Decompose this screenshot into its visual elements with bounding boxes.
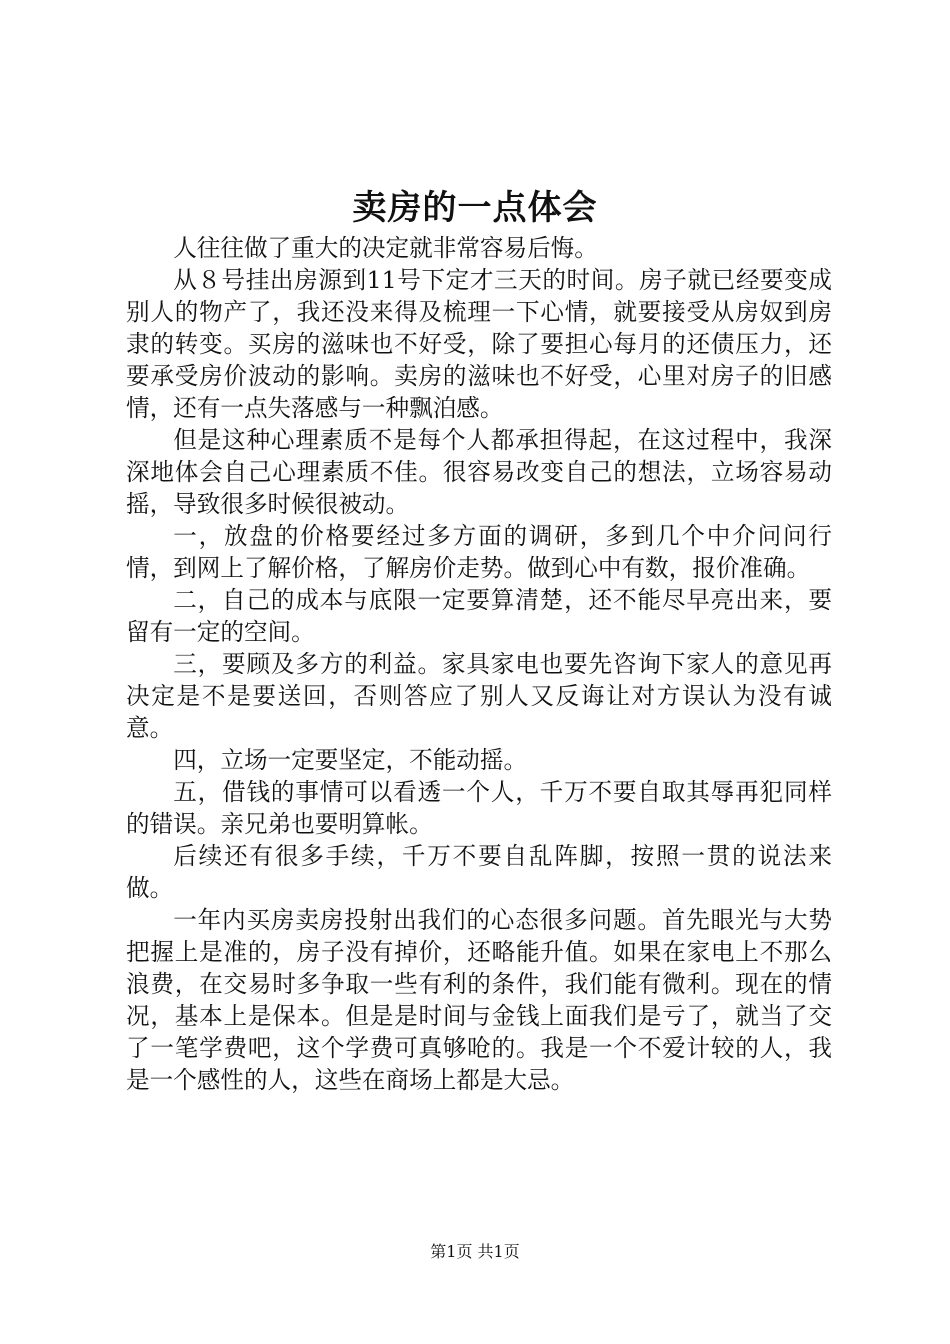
paragraph-6: 三，要顾及多方的利益。家具家电也要先咨询下家人的意见再决定是不是要送回，否则答应了别人又反诲让对方误认为没有诚意。: [126, 650, 832, 742]
page-footer: 第1页 共1页: [430, 1242, 520, 1261]
paragraph-2: 从８号挂出房源到11号下定才三天的时间。房子就已经要变成别人的物产了，我还没来得及梳理一下心情，就要接受从房奴到房隶的转变。买房的滋味也不好受，除了要担心每月的还债压力，还要承受房价波动的影响。卖房的滋味也不好受，心里对房子的旧感情，还有一点失落感与一种飘泊感。: [126, 266, 832, 422]
paragraph-8: 五，借钱的事情可以看透一个人，千万不要自取其辱再犯同样的错误。亲兄弟也要明算帐。: [126, 778, 832, 838]
paragraph-4: 一，放盘的价格要经过多方面的调研，多到几个中介问问行情，到网上了解价格，了解房价走势。做到心中有数，报价准确。: [126, 522, 832, 582]
document-body: [126, 232, 832, 1096]
document-title: 卖房的一点体会: [352, 188, 598, 228]
paragraph-5: 二，自己的成本与底限一定要算清楚，还不能尽早亮出来，要留有一定的空间。: [126, 586, 832, 646]
paragraph-9: 后续还有很多手续，千万不要自乱阵脚，按照一贯的说法来做。: [126, 842, 832, 902]
paragraph-1: 人往往做了重大的决定就非常容易后悔。: [173, 234, 598, 262]
paragraph-3: 但是这种心理素质不是每个人都承担得起，在这过程中，我深深地体会自己心理素质不佳。很容易改变自己的想法，立场容易动摇，导致很多时候很被动。: [126, 426, 832, 518]
paragraph-10: 一年内买房卖房投射出我们的心态很多问题。首先眼光与大势把握上是准的，房子没有掉价，还略能升值。如果在家电上不那么浪费，在交易时多争取一些有利的条件，我们能有微利。现在的情况，基本上是保本。但是是时间与金钱上面我们是亏了，就当了交了一笔学费吧，这个学费可真够呛的。我是一个不爱计较的人，我是一个感性的人，这些在商场上都是大忌。: [126, 906, 832, 1094]
paragraph-7: 四，立场一定要坚定，不能动摇。: [173, 746, 528, 774]
